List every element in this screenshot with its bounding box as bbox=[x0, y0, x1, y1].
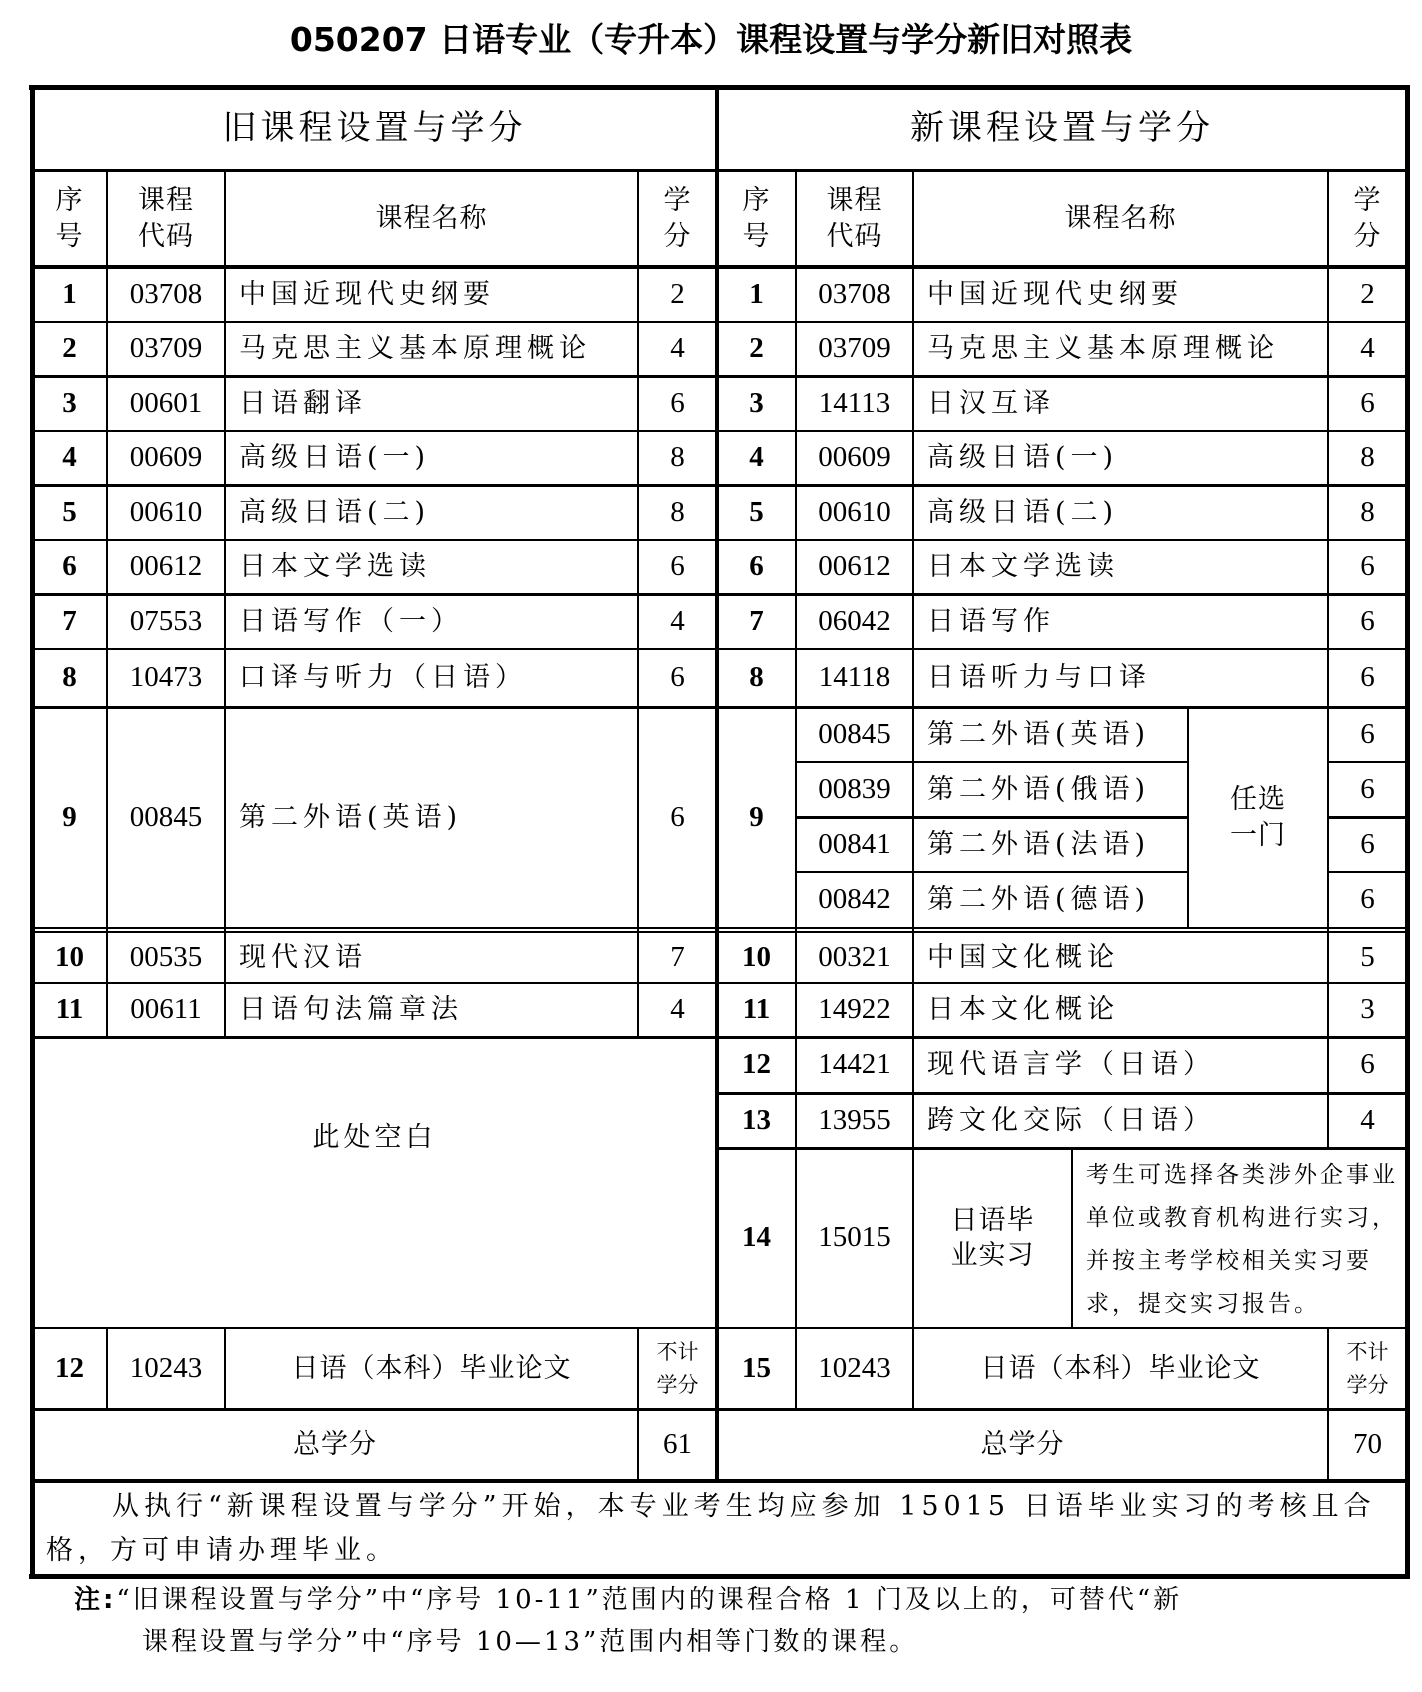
old-row-seq: 7 bbox=[62, 604, 77, 637]
new-row-credit: 2 bbox=[1360, 277, 1375, 310]
new-row-credit: 6 bbox=[1360, 604, 1375, 637]
new-section-title: 新课程设置与学分 bbox=[910, 108, 1214, 149]
footnote-line-1 bbox=[74, 1580, 1414, 1620]
grid-line bbox=[32, 539, 1407, 541]
graduation-note: 从执行“新课程设置与学分”开始，本专业考生均应参加 15015 日语毕业实习的考核且合格，方可申请办理毕业。 bbox=[46, 1491, 1376, 1566]
old-header-credit bbox=[638, 170, 717, 267]
old-row-name: 马克思主义基本原理概论 bbox=[239, 333, 591, 365]
old-header-code bbox=[107, 170, 225, 267]
new-row-name: 现代语言学（日语） bbox=[927, 1049, 1215, 1081]
grid-line bbox=[912, 1328, 914, 1409]
grid-line bbox=[717, 1092, 1407, 1095]
old-row-code: 10473 bbox=[129, 661, 203, 694]
old-row-credit: 2 bbox=[670, 277, 685, 310]
elective-name: 第二外语(英语) bbox=[927, 718, 1151, 750]
old-row-name: 现代汉语 bbox=[239, 941, 367, 973]
elective-name: 第二外语(俄语) bbox=[927, 773, 1151, 805]
grid-line bbox=[796, 761, 1188, 763]
grid-line bbox=[1328, 871, 1407, 873]
old-row-credit: 6 bbox=[670, 386, 685, 419]
new-thesis-code: 10243 bbox=[818, 1351, 891, 1384]
old-row-seq: 9 bbox=[62, 800, 77, 833]
old-row-code: 00535 bbox=[129, 940, 203, 973]
grid-line bbox=[29, 85, 1410, 90]
new-row-name: 日本文化概论 bbox=[927, 994, 1119, 1026]
new-header-seq-line-2: 号 bbox=[742, 220, 771, 252]
old-total-value: 61 bbox=[663, 1428, 692, 1461]
new-header-credit-line-1: 学 bbox=[1353, 185, 1382, 217]
new-row-seq: 1 bbox=[749, 277, 764, 310]
new-row-seq: 11 bbox=[742, 993, 771, 1026]
new-row-seq: 7 bbox=[749, 604, 764, 637]
new-row-name: 中国文化概论 bbox=[927, 941, 1119, 973]
old-thesis-name: 日语（本科）毕业论文 bbox=[291, 1352, 572, 1384]
old-header-credit-line-1: 学 bbox=[663, 185, 692, 217]
old-row-code: 00610 bbox=[129, 495, 203, 528]
new-header-code bbox=[796, 170, 913, 267]
grid-line bbox=[795, 170, 797, 1328]
new-row-seq: 12 bbox=[742, 1048, 771, 1081]
new-header-code-line-2: 代码 bbox=[826, 220, 883, 252]
new-row-name: 跨文化交际（日语） bbox=[927, 1104, 1215, 1136]
grid-line bbox=[32, 931, 1407, 933]
new-header-credit bbox=[1328, 170, 1407, 267]
elective-credit: 6 bbox=[1360, 827, 1375, 860]
old-thesis-code: 10243 bbox=[129, 1351, 203, 1384]
old-row-seq: 5 bbox=[62, 495, 77, 528]
old-header-code-line-1: 课程 bbox=[138, 185, 194, 217]
grid-line bbox=[32, 430, 1407, 432]
internship-name bbox=[913, 1148, 1072, 1328]
new-header-credit-line-2: 分 bbox=[1353, 220, 1382, 252]
old-row-credit: 6 bbox=[670, 550, 685, 583]
grid-line bbox=[32, 706, 1407, 709]
old-total-label: 总学分 bbox=[293, 1429, 377, 1461]
grid-line bbox=[32, 375, 1407, 378]
grid-line bbox=[32, 927, 1407, 929]
old-row-seq: 3 bbox=[62, 386, 77, 419]
new-row-credit: 5 bbox=[1360, 940, 1375, 973]
new-row-seq: 5 bbox=[749, 495, 764, 528]
grid-line bbox=[795, 1328, 797, 1409]
new-row-seq: 3 bbox=[749, 386, 764, 419]
new-thesis-credit-line-1: 不计 bbox=[1346, 1339, 1389, 1364]
new-row-code: 00321 bbox=[818, 940, 891, 973]
new-row-credit: 6 bbox=[1360, 1048, 1375, 1081]
elective-name: 第二外语(德语) bbox=[927, 884, 1151, 916]
new-header-code-line-1: 课程 bbox=[826, 185, 883, 217]
new-row-code: 13955 bbox=[818, 1103, 891, 1136]
elective-credit: 6 bbox=[1360, 772, 1375, 805]
grid-line bbox=[1327, 170, 1329, 707]
old-row-credit: 4 bbox=[670, 993, 685, 1026]
old-row-name: 日语句法篇章法 bbox=[239, 994, 463, 1026]
elective-code: 00841 bbox=[818, 827, 891, 860]
new-total-label: 总学分 bbox=[980, 1429, 1065, 1461]
grid-line bbox=[106, 170, 108, 1037]
footnote-line-2: 课程设置与学分”中“序号 10—13”范围内相等门数的课程。 bbox=[142, 1627, 919, 1657]
new-row-credit: 4 bbox=[1360, 1103, 1375, 1136]
new-row-name: 中国近现代史纲要 bbox=[927, 278, 1183, 310]
new-row-code: 03709 bbox=[818, 332, 891, 365]
grid-line bbox=[912, 170, 914, 1328]
old-header-credit-line-2: 分 bbox=[663, 220, 692, 252]
grid-line bbox=[1071, 1148, 1073, 1328]
new-row-credit: 6 bbox=[1360, 386, 1375, 419]
old-row-name: 日语翻译 bbox=[239, 387, 367, 419]
new-row-seq: 8 bbox=[749, 661, 764, 694]
old-thesis-credit bbox=[638, 1328, 717, 1409]
grid-line bbox=[796, 816, 1188, 819]
grid-line bbox=[1327, 1328, 1329, 1481]
new-row-code: 00609 bbox=[818, 441, 891, 474]
new-row-credit: 6 bbox=[1360, 661, 1375, 694]
internship-seq: 14 bbox=[742, 1221, 771, 1254]
grid-line bbox=[29, 1574, 1410, 1579]
old-row-seq: 11 bbox=[55, 993, 84, 1026]
grid-line bbox=[32, 321, 1407, 323]
new-row-seq: 10 bbox=[742, 940, 771, 973]
elective-code: 00845 bbox=[818, 717, 891, 750]
old-thesis-credit-line-1: 不计 bbox=[656, 1339, 699, 1364]
new-row-name: 日语写作 bbox=[927, 605, 1055, 637]
grid-line bbox=[106, 1328, 108, 1409]
grid-line bbox=[32, 484, 1407, 487]
grid-line bbox=[30, 87, 35, 1576]
grid-line bbox=[224, 170, 226, 1037]
new-row-credit: 6 bbox=[1360, 550, 1375, 583]
old-header-seq-line-2: 号 bbox=[55, 220, 84, 252]
old-row-credit: 6 bbox=[670, 800, 685, 833]
new-thesis-credit bbox=[1328, 1328, 1407, 1409]
footnote-text-1: “旧课程设置与学分”中“序号 10-11”范围内的课程合格 1 门及以上的，可替代“新 bbox=[116, 1585, 1183, 1615]
old-row-code: 03708 bbox=[129, 277, 203, 310]
old-row-code: 00845 bbox=[129, 800, 203, 833]
old-row-code: 00609 bbox=[129, 441, 203, 474]
old-row-name: 口译与听力（日语） bbox=[239, 662, 527, 694]
page-title: 050207 日语专业（专升本）课程设置与学分新旧对照表 bbox=[289, 20, 1133, 59]
old-thesis-credit-line-2: 学分 bbox=[656, 1372, 699, 1397]
new-thesis-seq: 15 bbox=[742, 1351, 771, 1384]
new-row-name: 日语听力与口译 bbox=[927, 662, 1151, 694]
new-row-seq: 6 bbox=[749, 550, 764, 583]
grid-line bbox=[32, 265, 1407, 269]
new-row-seq: 2 bbox=[749, 332, 764, 365]
old-header-name: 课程名称 bbox=[375, 202, 488, 234]
grid-line bbox=[32, 1327, 1407, 1329]
grid-line bbox=[637, 1328, 639, 1481]
old-row-code: 00611 bbox=[130, 993, 202, 1026]
grid-line bbox=[32, 1408, 1407, 1411]
new-row-code: 14118 bbox=[818, 661, 891, 694]
old-row-credit: 4 bbox=[670, 604, 685, 637]
old-row-credit: 8 bbox=[670, 495, 685, 528]
old-row-seq: 4 bbox=[62, 441, 77, 474]
new-row-credit: 4 bbox=[1360, 332, 1375, 365]
new-row-code: 03708 bbox=[818, 277, 891, 310]
old-row-name: 高级日语(二) bbox=[239, 496, 431, 528]
new-header-seq-line-1: 序 bbox=[742, 185, 771, 217]
new-row-code: 00612 bbox=[818, 550, 891, 583]
old-header-seq-line-1: 序 bbox=[55, 185, 84, 217]
new-row-code: 14421 bbox=[818, 1048, 891, 1081]
internship-name-line-1: 日语毕 bbox=[950, 1204, 1035, 1236]
old-thesis-seq: 12 bbox=[55, 1351, 84, 1384]
new-row-code: 06042 bbox=[818, 604, 891, 637]
old-row-seq: 2 bbox=[62, 332, 77, 365]
grid-line bbox=[717, 1147, 1407, 1150]
old-section-title: 旧课程设置与学分 bbox=[222, 108, 527, 149]
elective-note-line-1: 任选 bbox=[1230, 784, 1286, 816]
old-row-name: 第二外语(英语) bbox=[239, 801, 463, 833]
grid-line bbox=[1405, 87, 1410, 1576]
new-row-name: 日汉互译 bbox=[927, 387, 1055, 419]
internship-name-line-2: 业实习 bbox=[950, 1240, 1035, 1271]
elective-code: 00842 bbox=[818, 883, 891, 916]
new-row-code: 14113 bbox=[818, 386, 891, 419]
grid-line bbox=[1328, 816, 1407, 819]
old-row-code: 00601 bbox=[129, 386, 203, 419]
old-row-seq: 6 bbox=[62, 550, 77, 583]
grid-line bbox=[32, 1036, 1407, 1039]
new-total-value: 70 bbox=[1353, 1428, 1382, 1461]
new-thesis-name: 日语（本科）毕业论文 bbox=[980, 1352, 1261, 1384]
new-row-name: 马克思主义基本原理概论 bbox=[927, 333, 1279, 365]
new-row-name: 高级日语(一) bbox=[927, 442, 1119, 474]
new-header-name: 课程名称 bbox=[1064, 202, 1177, 234]
old-row-seq: 8 bbox=[62, 661, 77, 694]
new-row-credit: 8 bbox=[1360, 441, 1375, 474]
old-row-name: 日本文学选读 bbox=[239, 551, 431, 583]
old-row-seq: 10 bbox=[55, 940, 84, 973]
old-row-credit: 7 bbox=[670, 940, 685, 973]
old-row-code: 03709 bbox=[129, 332, 203, 365]
new-header-seq bbox=[717, 170, 796, 267]
old-row-credit: 8 bbox=[670, 441, 685, 474]
new-thesis-credit-line-2: 学分 bbox=[1346, 1372, 1389, 1397]
elective-name: 第二外语(法语) bbox=[927, 828, 1151, 860]
footnote-label: 注: bbox=[74, 1585, 117, 1615]
blank-placeholder: 此处空白 bbox=[312, 1121, 437, 1153]
elective-note bbox=[1188, 707, 1328, 928]
old-row-name: 中国近现代史纲要 bbox=[239, 278, 495, 310]
grid-line bbox=[796, 871, 1188, 873]
old-row-name: 高级日语(一) bbox=[239, 442, 431, 474]
new-row-name: 高级日语(二) bbox=[927, 496, 1119, 528]
grid-line bbox=[32, 648, 1407, 650]
new-row-credit: 3 bbox=[1360, 993, 1375, 1026]
grid-line bbox=[715, 87, 719, 1481]
internship-description: 考生可选择各类涉外企事业单位或教育机构进行实习，并按主考学校相关实习要求，提交实习报告。 bbox=[1086, 1162, 1398, 1317]
internship-code: 15015 bbox=[818, 1221, 891, 1254]
old-header-code-line-2: 代码 bbox=[138, 220, 194, 252]
grid-line bbox=[637, 170, 639, 1037]
new-row-code: 14922 bbox=[818, 993, 891, 1026]
new-row-credit: 8 bbox=[1360, 495, 1375, 528]
old-row-seq: 1 bbox=[62, 277, 77, 310]
grid-line bbox=[32, 982, 1407, 984]
old-row-name: 日语写作（一） bbox=[239, 605, 463, 637]
grid-line bbox=[32, 1479, 1407, 1483]
new-row-seq: 4 bbox=[749, 441, 764, 474]
elective-note-line-2: 一门 bbox=[1230, 819, 1286, 851]
grid-line bbox=[32, 593, 1407, 596]
old-row-credit: 6 bbox=[670, 661, 685, 694]
elective-credit: 6 bbox=[1360, 883, 1375, 916]
old-header-seq bbox=[32, 170, 107, 267]
new-elective-seq: 9 bbox=[749, 800, 764, 833]
grid-line bbox=[224, 1328, 226, 1409]
elective-code: 00839 bbox=[818, 772, 891, 805]
new-row-code: 00610 bbox=[818, 495, 891, 528]
old-row-code: 07553 bbox=[129, 604, 203, 637]
elective-credit: 6 bbox=[1360, 717, 1375, 750]
new-row-name: 日本文学选读 bbox=[927, 551, 1119, 583]
grid-line bbox=[1328, 761, 1407, 763]
grid-line bbox=[32, 169, 1407, 172]
old-row-code: 00612 bbox=[129, 550, 203, 583]
old-row-credit: 4 bbox=[670, 332, 685, 365]
new-row-seq: 13 bbox=[742, 1103, 771, 1136]
